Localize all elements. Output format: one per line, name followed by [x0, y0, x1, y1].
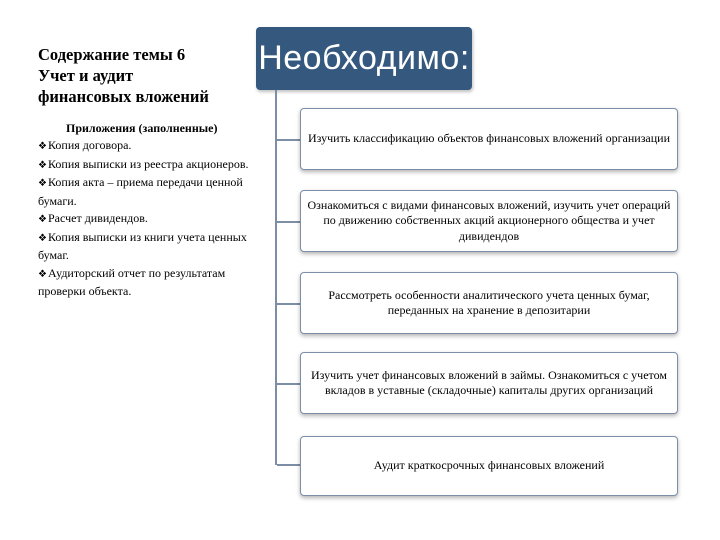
- task-text: Изучить классификацию объектов финансовых вложений организации: [307, 131, 671, 146]
- topic-title-line: финансовых вложений: [38, 87, 209, 106]
- diamond-check-bullet-icon: ❖: [38, 178, 47, 189]
- diamond-check-bullet-icon: ❖: [38, 232, 47, 244]
- task-box: [300, 436, 678, 496]
- diamond-check-bullet-icon: ❖: [38, 214, 47, 225]
- connector-branch: [277, 139, 300, 141]
- topic-title: [38, 44, 268, 107]
- list-item: ❖Копия выписки из реестра акционеров.: [38, 156, 274, 175]
- connector-branch: [277, 383, 300, 385]
- task-text: Рассмотреть особенности аналитического учета ценных бумаг, переданных на хранение в депозитарии: [328, 287, 650, 317]
- task-text: Изучить учет финансовых вложений в займы. Ознакомиться с учетом вкладов в уставные (складочные) капиталы других организаций: [311, 367, 667, 397]
- list-item: ❖Копия договора.: [38, 137, 274, 156]
- necessary-header-text: Необходимо:: [258, 39, 470, 77]
- list-item: ❖Расчет дивидендов.: [38, 210, 274, 229]
- task-box: [300, 272, 678, 334]
- diamond-check-bullet-icon: ❖: [38, 268, 47, 280]
- task-box: [300, 108, 678, 170]
- applications-list: [38, 137, 274, 301]
- topic-title-line: Содержание темы 6: [38, 45, 186, 64]
- list-item: ❖Копия акта – приема передачи ценной бумаги.: [38, 175, 243, 208]
- task-text: Аудит краткосрочных финансовых вложений: [373, 458, 605, 473]
- topic-title-line: Учет и аудит: [38, 66, 134, 85]
- applications-heading: Приложения (заполненные): [66, 121, 218, 135]
- diamond-check-bullet-icon: ❖: [38, 159, 47, 171]
- task-box: [300, 190, 678, 252]
- connector-branch: [277, 221, 300, 223]
- connector-branch: [277, 303, 300, 305]
- list-item: ❖Аудиторский отчет по результатам проверки объекта.: [38, 265, 226, 298]
- connector-trunk: [275, 90, 277, 465]
- task-text: Ознакомиться с видами финансовых вложений, изучить учет операций по движению собственных акций акционерного общества и учет дивидендов: [307, 197, 671, 243]
- diamond-check-bullet-icon: ❖: [38, 141, 47, 152]
- necessary-header: [256, 27, 472, 90]
- list-item: ❖Копия выписки из книги учета ценных бумаг.: [38, 229, 247, 262]
- task-box: [300, 352, 678, 414]
- connector-branch: [277, 464, 300, 466]
